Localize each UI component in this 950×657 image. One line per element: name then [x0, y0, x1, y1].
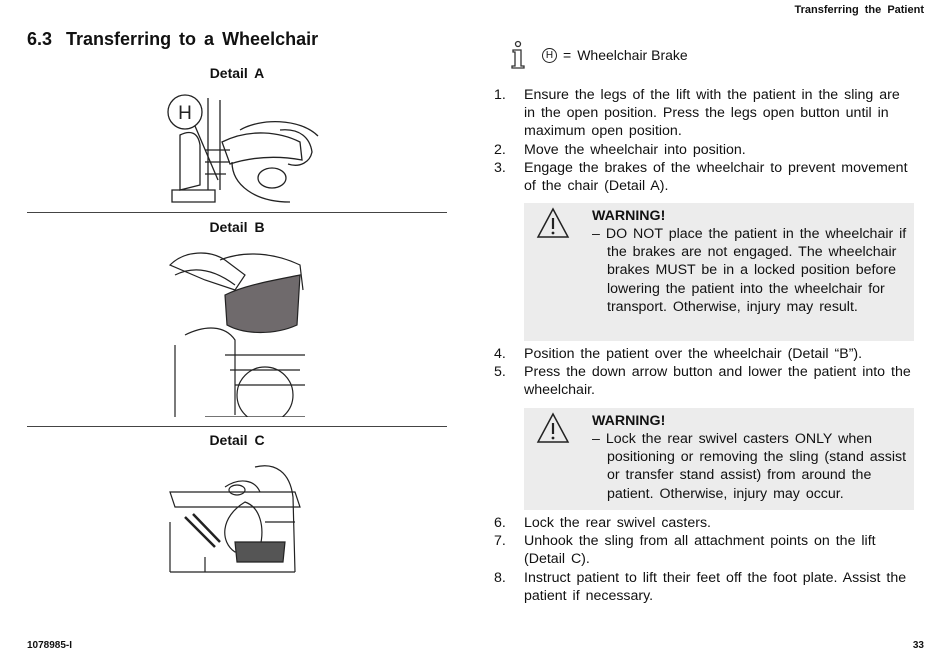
- legend-equals: =: [563, 47, 572, 63]
- detail-a-label: Detail A: [209, 65, 265, 81]
- detail-b-label: Detail B: [209, 219, 265, 235]
- section-number: 6.3: [27, 29, 53, 49]
- step-number: 8.: [494, 569, 506, 586]
- step-text: Position the patient over the wheelchair (Detail “B”).: [524, 346, 863, 362]
- legend-text: Wheelchair Brake: [577, 47, 688, 63]
- step-number: 3.: [494, 159, 506, 176]
- detail-c-label: Detail C: [209, 432, 265, 448]
- steps-list-1: [494, 86, 914, 195]
- step-number: 4.: [494, 346, 506, 362]
- step-text: Move the wheelchair into position.: [524, 141, 746, 158]
- warning-box-1: [524, 203, 914, 341]
- warning-text: – Lock the rear swivel casters ONLY when positioning or removing the sling (stand assist or transfer stand assist) from around the patient. Otherwise, injury may occur.: [592, 431, 907, 502]
- step-text: Unhook the sling from all attachment points on the lift (Detail C).: [524, 533, 876, 568]
- list-item: [494, 345, 914, 363]
- section-title: [27, 29, 318, 50]
- legend-brake-symbol: H: [542, 48, 557, 63]
- list-item: [494, 532, 914, 568]
- warning-triangle-icon: [536, 207, 570, 239]
- warning-text: – DO NOT place the patient in the wheelchair if the brakes are not engaged. The wheelchair brakes MUST be in a locked position before lowering the patient into the wheelchair for transport. Otherwise, injury may result.: [592, 226, 907, 315]
- step-number: 2.: [494, 141, 506, 158]
- list-item: [494, 86, 914, 141]
- page-number: 33: [912, 640, 924, 651]
- step-text: Lock the rear swivel casters.: [524, 515, 711, 531]
- step-text: Ensure the legs of the lift with the patient in the sling are in the open position. Press the legs open button until in maximum open position.: [524, 87, 900, 140]
- warning-title: WARNING!: [592, 413, 666, 429]
- warning-triangle-icon: [536, 412, 570, 444]
- running-header: Transferring the Patient: [794, 4, 924, 16]
- divider-a-b: [27, 212, 447, 213]
- document-number: 1078985-I: [27, 640, 73, 651]
- step-number: 5.: [494, 364, 506, 381]
- step-text: Engage the brakes of the wheelchair to prevent movement of the chair (Detail A).: [524, 159, 908, 195]
- step-number: 1.: [494, 87, 506, 103]
- steps-list-3: [494, 514, 914, 605]
- divider-b-c: [27, 426, 447, 427]
- detail-b-illustration: [165, 245, 310, 417]
- detail-a-illustration: [160, 90, 320, 208]
- list-item: [494, 363, 914, 399]
- step-text: Press the down arrow button and lower the patient into the wheelchair.: [524, 364, 911, 399]
- list-item: [494, 569, 914, 605]
- info-icon: [506, 40, 530, 70]
- legend: [506, 40, 688, 70]
- list-item: [494, 159, 914, 195]
- warning-box-2: [524, 408, 914, 510]
- warning-title: WARNING!: [592, 208, 666, 224]
- list-item: [494, 514, 914, 532]
- step-number: 6.: [494, 515, 506, 531]
- steps-list-2: [494, 345, 914, 400]
- step-number: 7.: [494, 533, 506, 550]
- brake-marker-h: H: [178, 103, 192, 124]
- step-text: Instruct patient to lift their feet off the foot plate. Assist the patient if necessary.: [524, 569, 907, 604]
- section-title-text: Transferring to a Wheelchair: [66, 29, 319, 49]
- detail-c-illustration: [165, 462, 305, 574]
- list-item: [494, 141, 914, 159]
